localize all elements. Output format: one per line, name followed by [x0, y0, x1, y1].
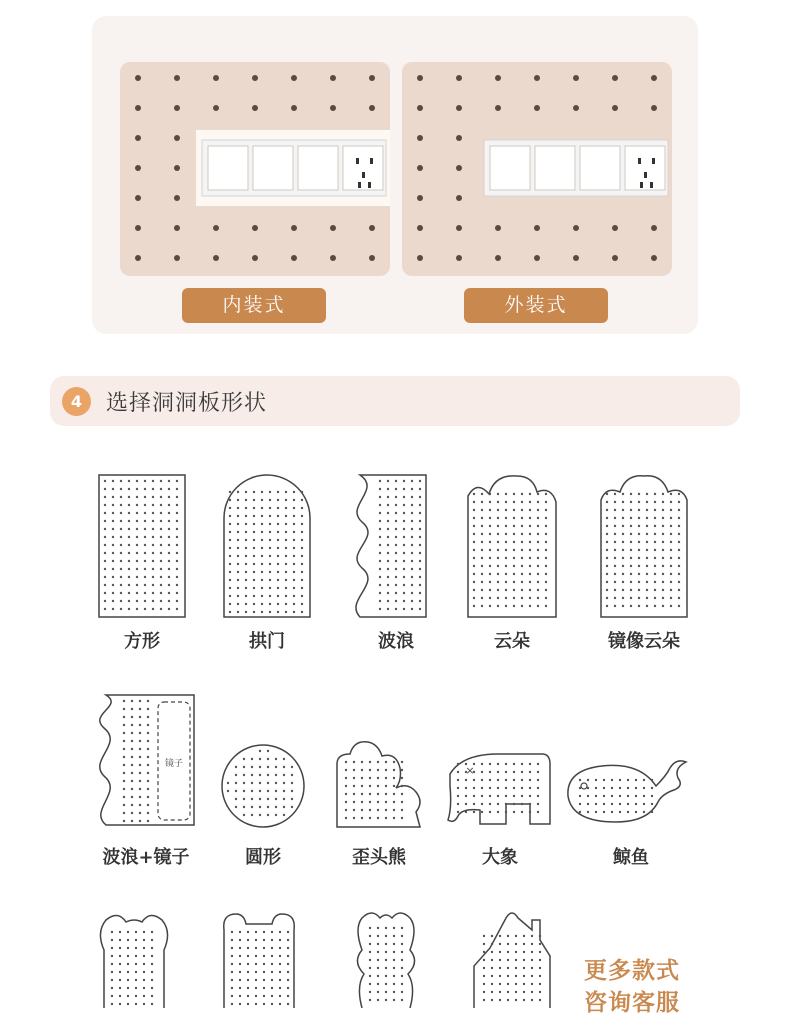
step-number-badge: 4 — [62, 387, 91, 416]
mirror-cloud-shape-icon[interactable] — [598, 472, 690, 620]
cloud-shape-label: 云朵 — [494, 631, 530, 652]
installation-type-card — [92, 16, 698, 334]
arch-shape-label: 拱门 — [249, 631, 285, 652]
bunny-shape-icon[interactable] — [348, 908, 424, 1008]
wave-mirror-shape-icon[interactable] — [94, 692, 198, 828]
svg-text:×: × — [465, 764, 475, 777]
consult-service-text[interactable]: 咨询客服 — [584, 990, 680, 1016]
more-styles-text: 更多款式 — [584, 958, 680, 984]
elephant-shape-label: 大象 — [482, 847, 518, 868]
square-shape-icon[interactable] — [96, 472, 188, 620]
tilt-bear-shape-icon[interactable] — [334, 738, 424, 830]
house-shape-icon[interactable] — [470, 908, 554, 1008]
section-title: 选择洞洞板形状 — [106, 391, 268, 416]
round-shape-label: 圆形 — [245, 847, 281, 868]
tilt-bear-shape-label: 歪头熊 — [352, 847, 406, 868]
arch-shape-icon[interactable] — [221, 472, 313, 620]
wave-shape-icon[interactable] — [352, 472, 432, 620]
whale-shape-label: 鲸鱼 — [613, 847, 649, 868]
round-shape-icon[interactable] — [219, 742, 307, 830]
cloud-shape-icon[interactable] — [465, 472, 559, 620]
mirror-cloud-shape-label: 镜像云朵 — [608, 631, 680, 652]
inner-install-label: 内装式 — [182, 288, 326, 323]
bear-shape-icon[interactable] — [96, 910, 172, 1008]
mirror-text: 镜子 — [164, 759, 184, 769]
shape-section-header — [50, 376, 740, 426]
outer-install-label: 外装式 — [464, 288, 608, 323]
inner-install-pegboard-image — [120, 62, 390, 276]
whale-shape-icon[interactable] — [562, 756, 690, 826]
square-shape-label: 方形 — [124, 631, 160, 652]
elephant-shape-icon[interactable] — [444, 750, 554, 828]
wave-mirror-shape-label: 波浪+镜子 — [102, 847, 190, 868]
outer-install-pegboard-image — [402, 62, 672, 276]
wave-shape-label: 波浪 — [378, 631, 414, 652]
teddy-shape-icon[interactable] — [218, 910, 300, 1008]
